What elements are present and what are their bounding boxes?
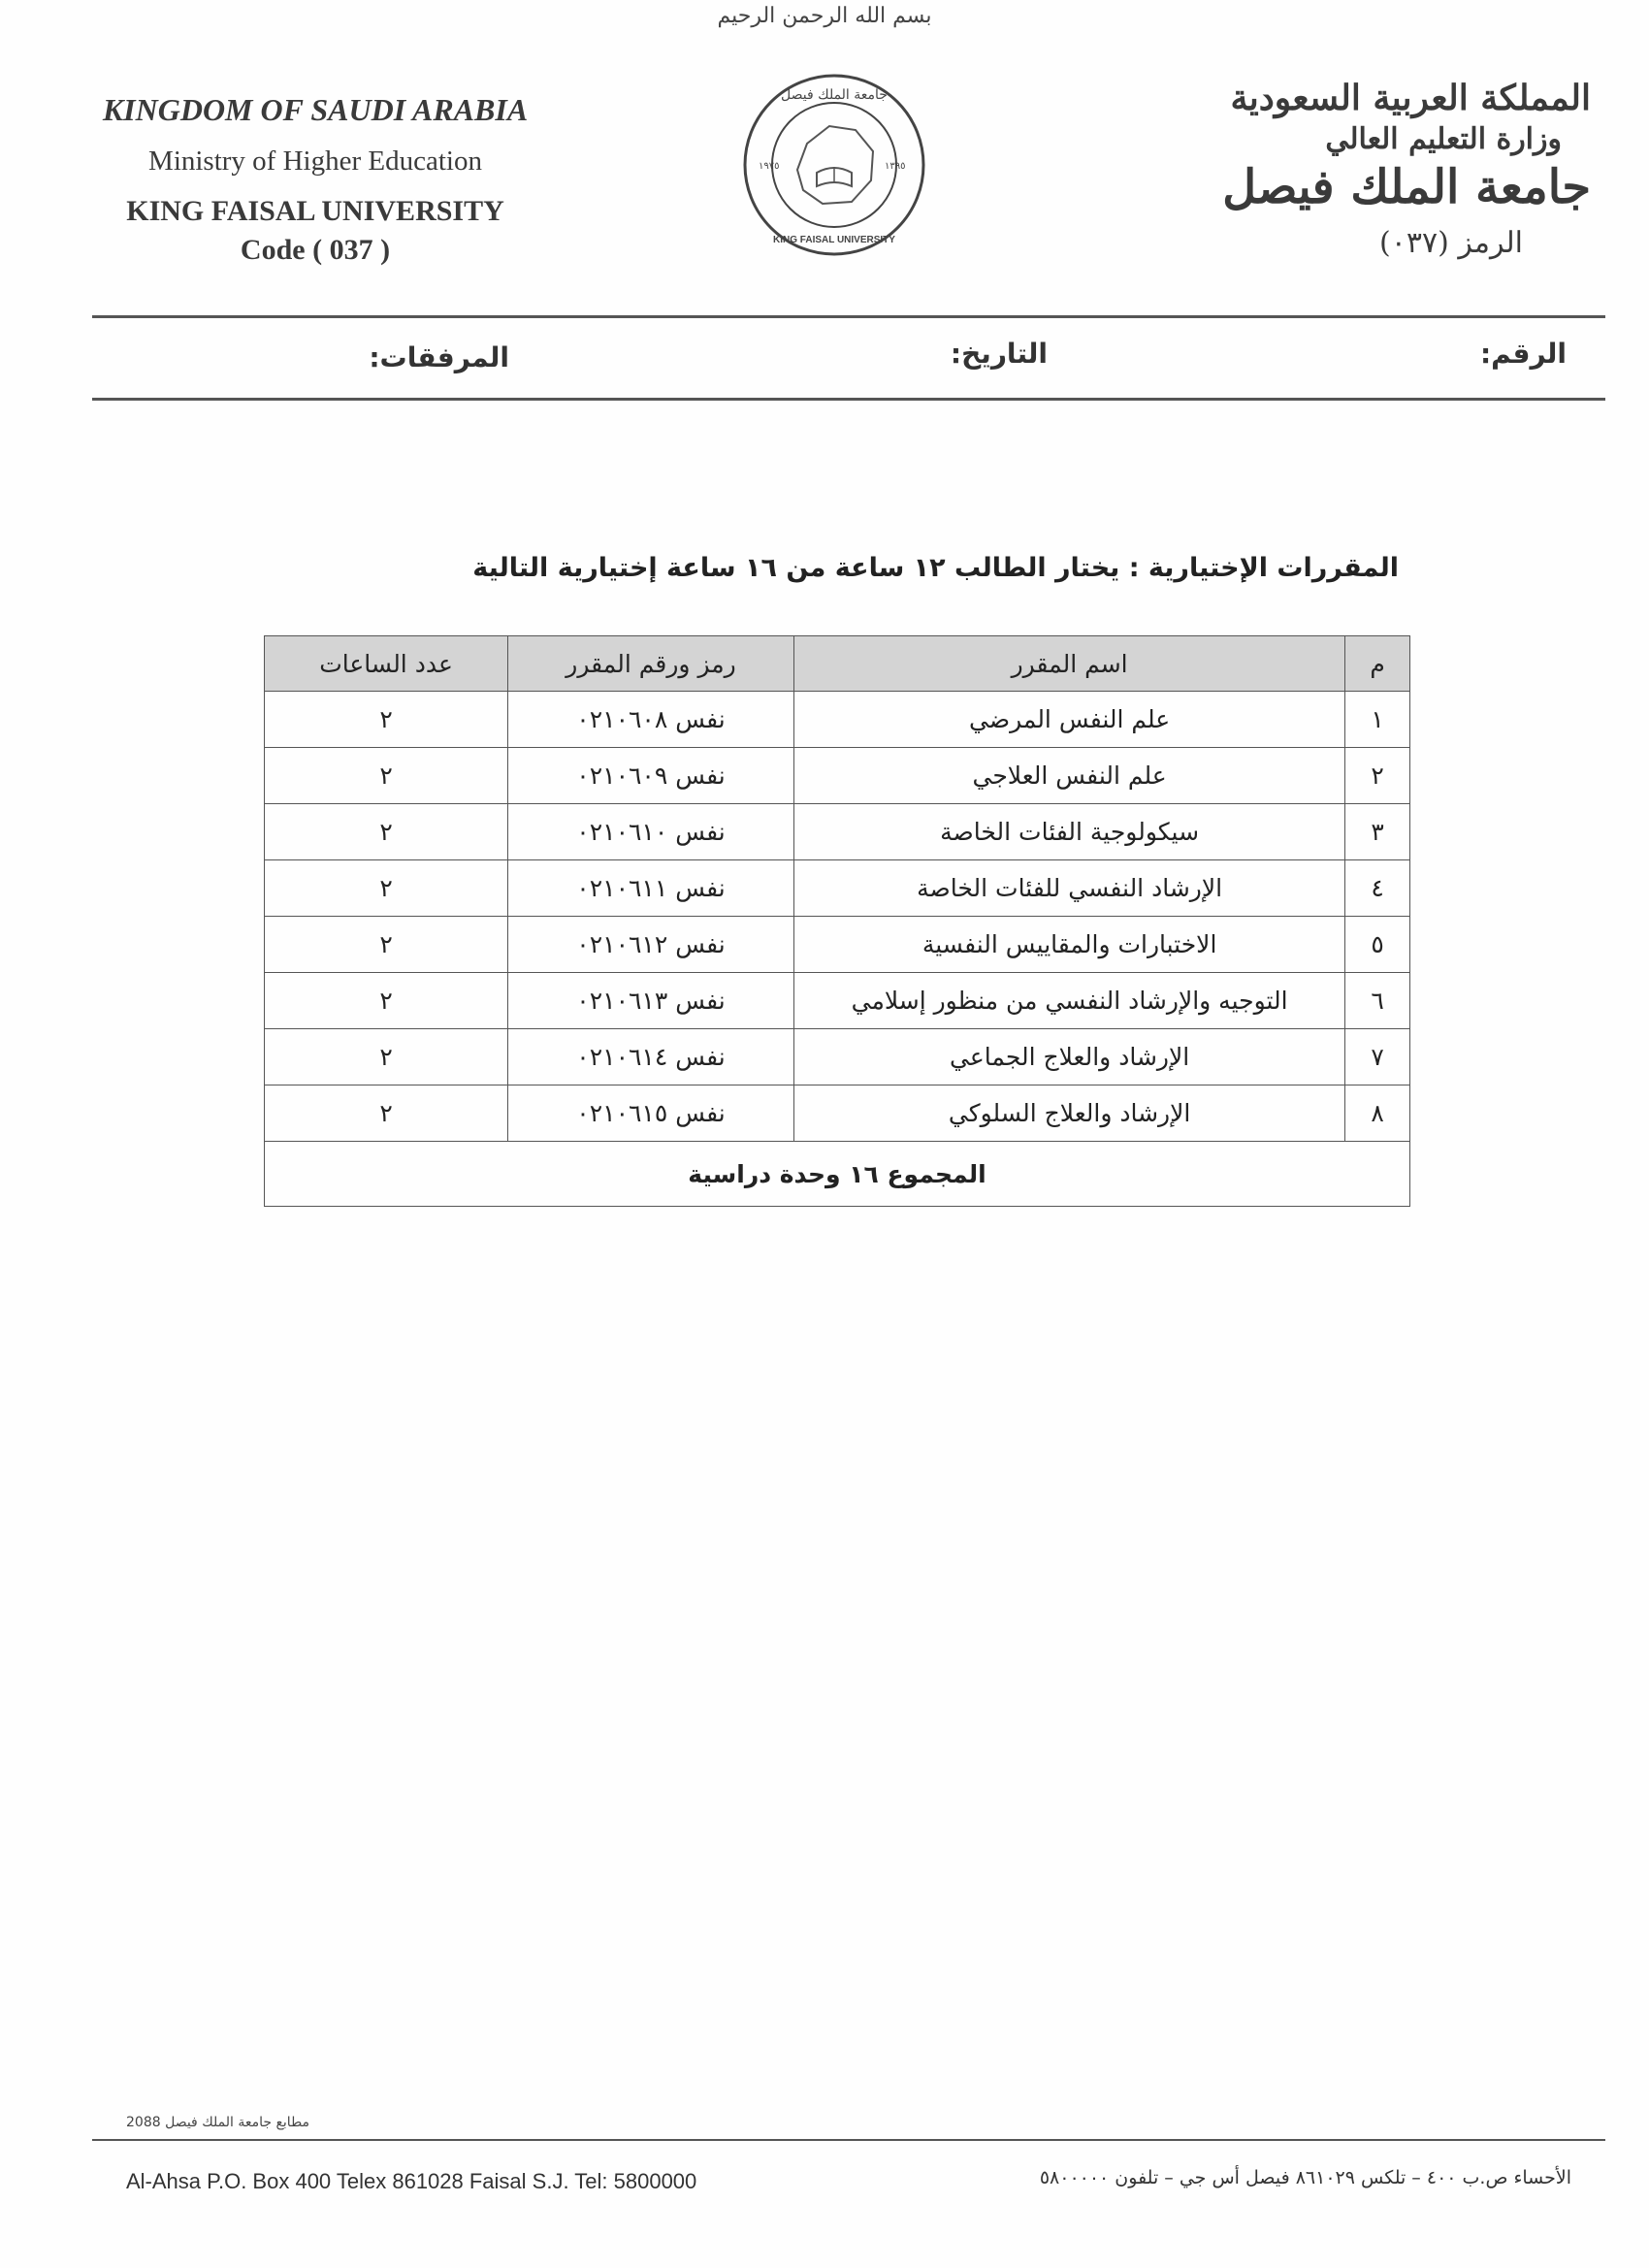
english-ministry-name: Ministry of Higher Education xyxy=(148,146,482,177)
row-course-code: نفس ٠٢١٠٦٠٩ xyxy=(508,748,794,804)
row-hours: ٢ xyxy=(265,973,508,1029)
row-num: ٥ xyxy=(1345,917,1410,973)
row-num: ٨ xyxy=(1345,1085,1410,1142)
row-hours: ٢ xyxy=(265,860,508,917)
table-row xyxy=(265,1029,1410,1085)
university-seal-logo xyxy=(737,58,931,272)
row-num: ٦ xyxy=(1345,973,1410,1029)
arabic-ministry-name: وزارة التعليم العالي xyxy=(1325,122,1562,156)
seal-top-text: جامعة الملك فيصل xyxy=(781,87,888,103)
row-hours: ٢ xyxy=(265,748,508,804)
header-divider-bottom xyxy=(92,398,1605,401)
seal-year-left: ١٩٧٥ xyxy=(759,161,780,172)
press-imprint: مطابع جامعة الملك فيصل 2088 xyxy=(126,2115,310,2130)
basmala: بسم الله الرحمن الرحيم xyxy=(717,4,932,28)
footer-divider xyxy=(92,2139,1605,2141)
footer-arabic-address: الأحساء ص.ب ٤٠٠ – تلكس ٨٦١٠٢٩ فيصل أس جي – تلفون ٥٨٠٠٠٠٠ xyxy=(1039,2167,1571,2188)
english-kingdom-name: KINGDOM OF SAUDI ARABIA xyxy=(102,92,529,127)
row-course-name: علم النفس العلاجي xyxy=(793,748,1344,804)
row-course-name: علم النفس المرضي xyxy=(793,692,1344,748)
footer-english-address: Al-Ahsa P.O. Box 400 Telex 861028 Faisal S.J. Tel: 5800000 xyxy=(126,2169,697,2193)
row-course-name: سيكولوجية الفئات الخاصة xyxy=(793,804,1344,860)
row-num: ٧ xyxy=(1345,1029,1410,1085)
row-course-name: الإرشاد النفسي للفئات الخاصة xyxy=(793,860,1344,917)
row-course-name: التوجيه والإرشاد النفسي من منظور إسلامي xyxy=(793,973,1344,1029)
document-title: المقررات الإختيارية : يختار الطالب ١٢ ساعة من ١٦ ساعة إختيارية التالية xyxy=(472,553,1399,583)
english-university-name: KING FAISAL UNIVERSITY xyxy=(126,195,504,227)
elective-courses-table xyxy=(264,635,1410,1207)
row-hours: ٢ xyxy=(265,1029,508,1085)
english-letterhead xyxy=(92,92,538,267)
table-row xyxy=(265,692,1410,748)
row-num: ١ xyxy=(1345,692,1410,748)
total-units: المجموع ١٦ وحدة دراسية xyxy=(265,1142,1410,1207)
row-course-code: نفس ٠٢١٠٦١٣ xyxy=(508,973,794,1029)
row-num: ٤ xyxy=(1345,860,1410,917)
row-hours: ٢ xyxy=(265,804,508,860)
row-hours: ٢ xyxy=(265,917,508,973)
table-row xyxy=(265,748,1410,804)
row-course-code: نفس ٠٢١٠٦١٢ xyxy=(508,917,794,973)
row-course-code: نفس ٠٢١٠٦١٥ xyxy=(508,1085,794,1142)
arabic-university-code: الرمز (٠٣٧) xyxy=(1379,226,1523,260)
row-course-name: الإرشاد والعلاج الجماعي xyxy=(793,1029,1344,1085)
arabic-university-name: جامعة الملك فيصل xyxy=(1222,160,1591,214)
header-hours: عدد الساعات xyxy=(265,636,508,692)
row-hours: ٢ xyxy=(265,1085,508,1142)
row-num: ٢ xyxy=(1345,748,1410,804)
table-row xyxy=(265,973,1410,1029)
table-row xyxy=(265,860,1410,917)
seal-year-right: ١٣٩٥ xyxy=(885,161,906,172)
row-num: ٣ xyxy=(1345,804,1410,860)
header-course-name: اسم المقرر xyxy=(793,636,1344,692)
row-course-code: نفس ٠٢١٠٦١٤ xyxy=(508,1029,794,1085)
table-row xyxy=(265,917,1410,973)
seal-bottom-text: KING FAISAL UNIVERSITY xyxy=(773,235,895,245)
table-row xyxy=(265,1085,1410,1142)
row-course-code: نفس ٠٢١٠٦١١ xyxy=(508,860,794,917)
date-label: التاريخ: xyxy=(950,338,1048,370)
table-row xyxy=(265,804,1410,860)
table-header-row xyxy=(265,636,1410,692)
english-university-code: Code ( 037 ) xyxy=(240,234,391,266)
header-course-code: رمز ورقم المقرر xyxy=(508,636,794,692)
header-divider-top xyxy=(92,315,1605,318)
arabic-kingdom-name: المملكة العربية السعودية xyxy=(1230,78,1591,118)
row-course-name: الإرشاد والعلاج السلوكي xyxy=(793,1085,1344,1142)
header-num: م xyxy=(1345,636,1410,692)
row-course-name: الاختبارات والمقاييس النفسية xyxy=(793,917,1344,973)
row-hours: ٢ xyxy=(265,692,508,748)
table-total-row xyxy=(265,1142,1410,1207)
arabic-letterhead xyxy=(1183,78,1591,260)
row-course-code: نفس ٠٢١٠٦٠٨ xyxy=(508,692,794,748)
row-course-code: نفس ٠٢١٠٦١٠ xyxy=(508,804,794,860)
attachments-label: المرفقات: xyxy=(369,341,509,373)
number-label: الرقم: xyxy=(1479,338,1567,370)
